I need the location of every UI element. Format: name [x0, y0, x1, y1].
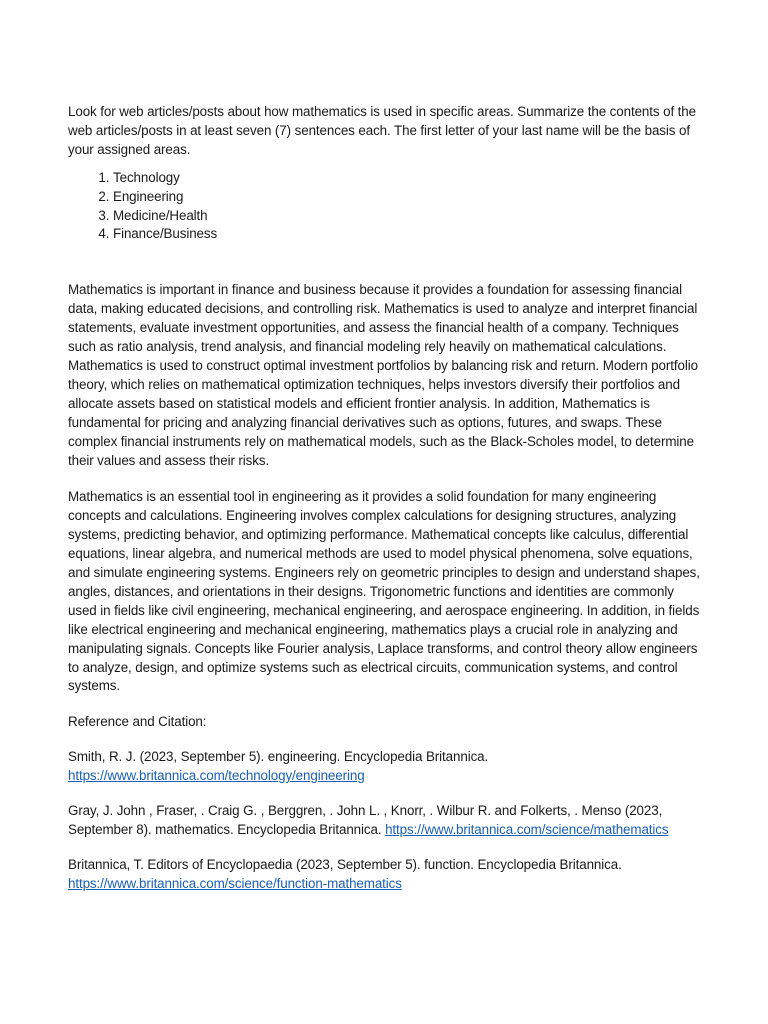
area-item-medicine-health: 3. Medicine/Health [113, 207, 704, 226]
reference-link[interactable]: https://www.britannica.com/science/function-mathematics [68, 875, 402, 891]
area-item-engineering: 2. Engineering [113, 188, 704, 207]
reference-citation-text: Britannica, T. Editors of Encyclopaedia (2023, September 5). function. Encyclopedia Britannica. [68, 856, 622, 872]
reference-link[interactable]: https://www.britannica.com/science/mathematics [385, 822, 669, 837]
area-item-technology: 1. Technology [113, 169, 704, 188]
references-heading: Reference and Citation: [68, 714, 207, 730]
engineering-summary-paragraph: Mathematics is an essential tool in engineering as it provides a solid foundation for many engineering concepts and calculations. Engineering involves complex calculations for designing structures, analyzing systems, predicting behavior, and optimizing performance. Mathematical concepts like calculus, differential equations, linear algebra, and numerical methods are used to model physical phenomena, solve equations, and simulate engineering systems. Engineers rely on geometric principles to design and understand shapes, angles, distances, and orientations in their designs. Trigonometric functions and identities are commonly used in fields like civil engineering, mechanical engineering, and aerospace engineering. In addition, in fields like electrical engineering and mechanical engineering, mathematics plays a crucial role in analyzing and manipulating signals. Concepts like Fourier analysis, Laplace transforms, and control theory allow engineers to analyze, design, and optimize systems such as electrical circuits, communication systems, and control systems. [68, 489, 700, 694]
assigned-areas-list [68, 169, 704, 245]
finance-summary-paragraph: Mathematics is important in finance and business because it provides a foundation for assessing financial data, making educated decisions, and controlling risk. Mathematics is used to analyze and interpret financial statements, evaluate investment opportunities, and assess the financial health of a company. Techniques such as ratio analysis, trend analysis, and financial modeling rely heavily on mathematical calculations. Mathematics is used to construct optimal investment portfolios by balancing risk and return. Modern portfolio theory, which relies on mathematical optimization techniques, helps investors diversify their portfolios and allocate assets based on statistical models and efficient frontier analysis. In addition, Mathematics is fundamental for pricing and analyzing financial derivatives such as options, futures, and swaps. These complex financial instruments rely on mathematical models, such as the Black-Scholes model, to determine their values and assess their risks. [68, 282, 698, 468]
reference-citation-text: Smith, R. J. (2023, September 5). engineering. Encyclopedia Britannica. [68, 749, 489, 765]
document-page [68, 103, 704, 894]
reference-item [68, 748, 704, 786]
assignment-instructions: Look for web articles/posts about how mathematics is used in specific areas. Summarize the contents of the web articles/posts in at least seven (7) sentences each. The first letter of your last name will be the basis of your assigned areas. [68, 104, 696, 157]
reference-citation-text: Gray, J. John , Fraser, . Craig G. , Berggren, . John L. , Knorr, . Wilbur R. and Folkerts, . Menso (2023, September 8). mathematics. Encyclopedia Britannica. [68, 803, 663, 837]
area-item-finance-business: 4. Finance/Business [113, 225, 704, 244]
reference-link[interactable]: https://www.britannica.com/technology/engineering [68, 768, 365, 784]
reference-item [68, 802, 704, 840]
reference-item [68, 856, 704, 894]
